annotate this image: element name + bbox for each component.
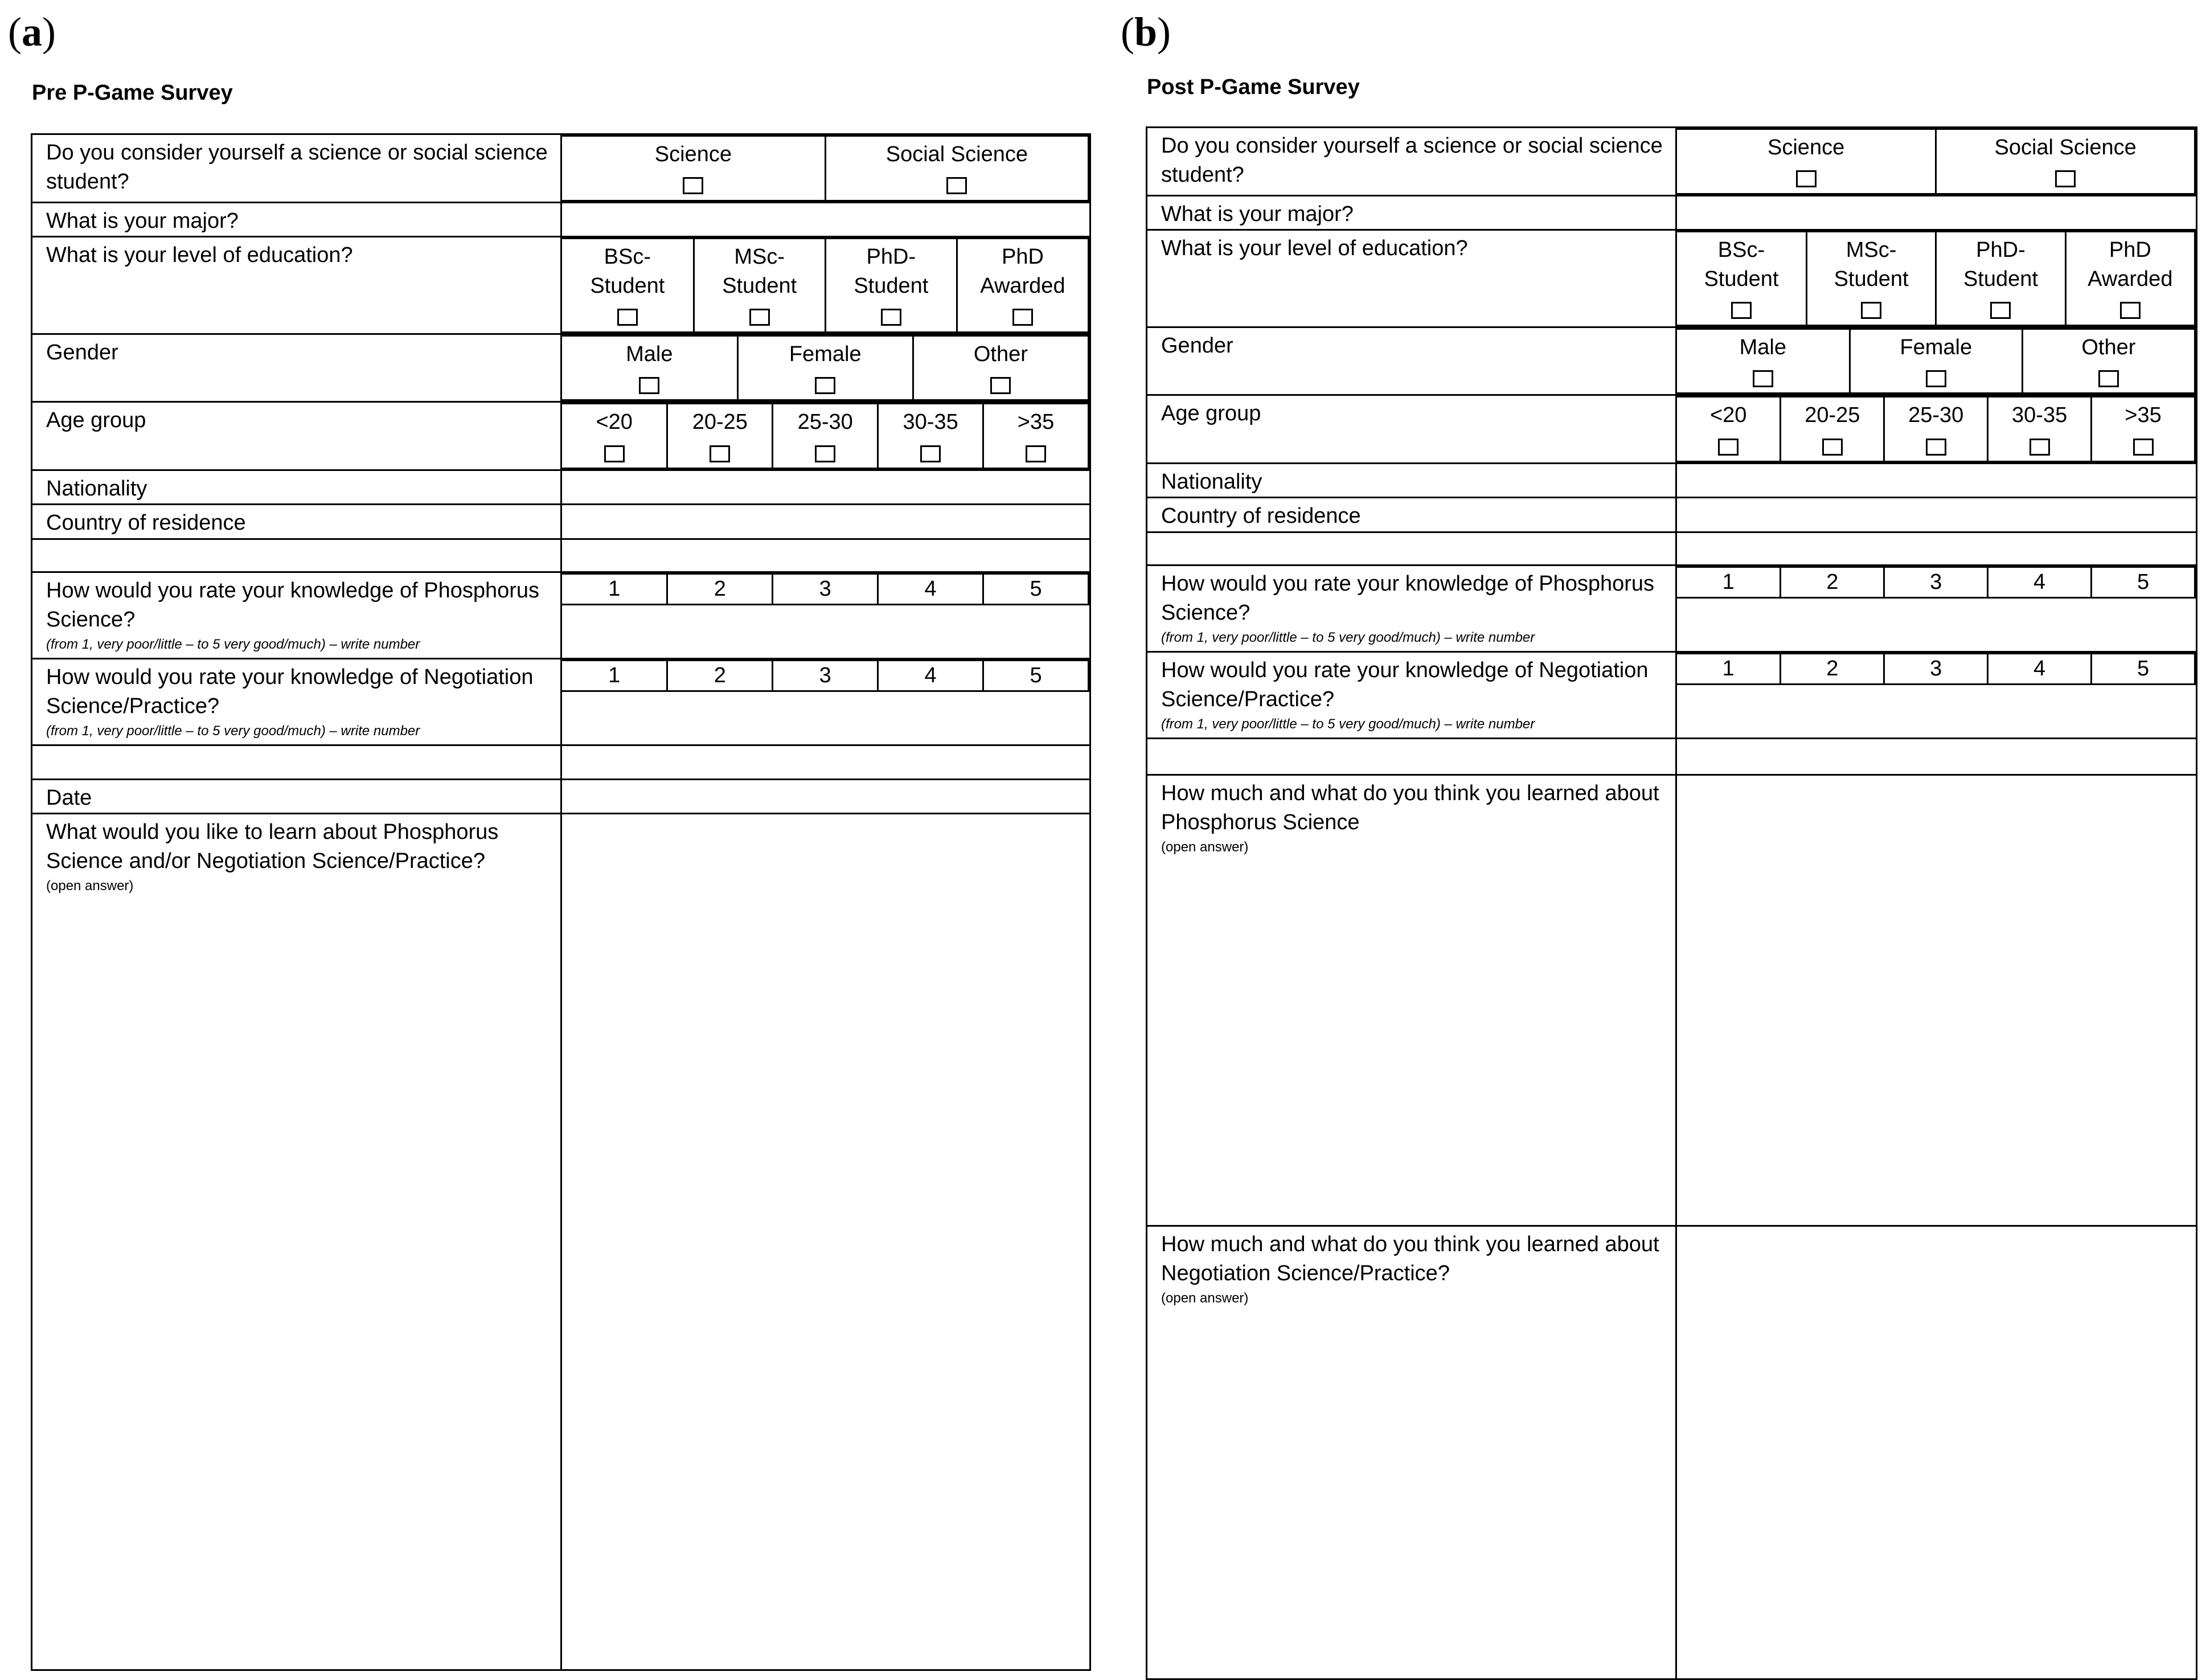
row-phosphorus-rating <box>32 572 1090 658</box>
row-blank <box>32 539 1090 572</box>
checkbox-female[interactable] <box>815 377 835 394</box>
option-msc[interactable]: MSc- Student <box>1806 231 1936 325</box>
answer-residence[interactable] <box>1676 498 2197 532</box>
option-age-20-25[interactable]: 20-25 <box>1781 397 1884 462</box>
rating-2: 2 <box>1781 653 1884 684</box>
option-social-science[interactable]: Social Science <box>825 136 1088 201</box>
option-other[interactable]: Other <box>913 335 1088 400</box>
rating-hint: (from 1, very poor/little – to 5 very good/much) – write number <box>46 723 420 739</box>
option-age-25-30[interactable]: 25-30 <box>1884 397 1988 462</box>
option-bsc[interactable]: BSc- Student <box>562 238 694 332</box>
question-science: Do you consider yourself a science or social science student? <box>32 134 561 203</box>
rating-3: 3 <box>1884 567 1988 597</box>
checkbox-male[interactable] <box>639 377 659 394</box>
question-residence: Country of residence <box>32 505 561 539</box>
panel-letter-b: (b) <box>1121 9 1171 55</box>
answer-major[interactable] <box>561 202 1090 236</box>
survey-title-post: Post P-Game Survey <box>1147 75 1360 99</box>
option-age-over-35[interactable]: >35 <box>983 404 1089 469</box>
survey-title-pre: Pre P-Game Survey <box>32 81 233 105</box>
rating-3: 3 <box>1884 653 1988 684</box>
checkbox-msc[interactable] <box>1861 302 1881 319</box>
option-bsc[interactable]: BSc- Student <box>1677 231 1806 325</box>
row-date <box>32 779 1090 813</box>
option-msc[interactable]: MSc- Student <box>694 238 825 332</box>
open-answer-hint: (open answer) <box>1161 1290 1249 1306</box>
checkbox-age-20-25[interactable] <box>710 445 730 462</box>
rating-4: 4 <box>878 573 983 604</box>
option-female[interactable]: Female <box>1850 329 2022 394</box>
row-science <box>1147 128 2197 196</box>
checkbox-age-30-35[interactable] <box>920 445 941 462</box>
option-phd-student[interactable]: PhD- Student <box>825 238 957 332</box>
open-answer-hint: (open answer) <box>1161 839 1249 855</box>
rating-5: 5 <box>983 660 1089 691</box>
question-education: What is your level of education? <box>1147 230 1676 327</box>
rating-4: 4 <box>1988 653 2092 684</box>
answer-major[interactable] <box>1676 195 2197 230</box>
rating-5: 5 <box>983 573 1089 604</box>
option-age-20-25[interactable]: 20-25 <box>667 404 773 469</box>
checkbox-phd-student[interactable] <box>881 309 901 326</box>
question-gender: Gender <box>32 334 561 402</box>
checkbox-science[interactable] <box>1796 170 1817 187</box>
rating-1: 1 <box>562 660 667 691</box>
rating-2: 2 <box>667 660 773 691</box>
checkbox-other[interactable] <box>990 377 1011 394</box>
checkbox-age-over-35[interactable] <box>1026 445 1046 462</box>
option-science[interactable]: Science <box>1677 129 1936 194</box>
row-education <box>32 236 1090 334</box>
question-negotiation-rating: How would you rate your knowledge of Negotiation Science/Practice? (from 1, very poor/little – to 5 very good/much) – write number <box>32 658 561 745</box>
row-blank <box>1147 532 2197 565</box>
checkbox-bsc[interactable] <box>617 309 638 326</box>
checkbox-age-under-20[interactable] <box>1718 439 1739 456</box>
question-gender: Gender <box>1147 327 1676 395</box>
row-residence <box>32 505 1090 539</box>
checkbox-age-20-25[interactable] <box>1822 439 1843 456</box>
row-negotiation-rating <box>1147 651 2197 738</box>
question-date: Date <box>32 779 561 813</box>
answer-date[interactable] <box>561 779 1090 813</box>
panel-letter-a: (a) <box>8 9 56 55</box>
question-phosphorus-rating: How would you rate your knowledge of Phosphorus Science? (from 1, very poor/little – to 5 very good/much) – write number <box>32 572 561 658</box>
rating-3: 3 <box>773 660 878 691</box>
option-age-30-35[interactable]: 30-35 <box>1988 397 2092 462</box>
option-phd-awarded[interactable]: PhD Awarded <box>2065 231 2195 325</box>
question-residence: Country of residence <box>1147 498 1676 532</box>
option-age-over-35[interactable]: >35 <box>2092 397 2195 462</box>
row-learned-phosphorus <box>1147 775 2197 1226</box>
checkbox-msc[interactable] <box>749 309 770 326</box>
option-age-25-30[interactable]: 25-30 <box>773 404 878 469</box>
post-survey-table <box>1146 126 2197 1680</box>
checkbox-age-25-30[interactable] <box>1926 439 1946 456</box>
rating-5: 5 <box>2092 653 2195 684</box>
checkbox-phd-awarded[interactable] <box>2120 302 2141 319</box>
option-male[interactable]: Male <box>1677 329 1850 394</box>
question-learn: What would you like to learn about Phosphorus Science and/or Negotiation Science/Practice? (open answer) <box>32 813 561 1670</box>
open-answer-hint: (open answer) <box>46 878 134 894</box>
checkbox-social-science[interactable] <box>946 177 967 194</box>
row-negotiation-rating <box>32 658 1090 745</box>
row-science <box>32 134 1090 203</box>
row-age <box>32 402 1090 470</box>
checkbox-male[interactable] <box>1753 370 1773 387</box>
row-learn <box>32 813 1090 1670</box>
question-age: Age group <box>32 402 561 470</box>
rating-hint: (from 1, very poor/little – to 5 very good/much) – write number <box>1161 716 1535 732</box>
checkbox-other[interactable] <box>2098 370 2119 387</box>
answer-learn[interactable] <box>561 813 1090 1670</box>
answer-residence[interactable] <box>561 505 1090 539</box>
question-learned-negotiation: How much and what do you think you learned about Negotiation Science/Practice? (open answer) <box>1147 1226 1676 1679</box>
rating-hint: (from 1, very poor/little – to 5 very good/much) – write number <box>46 637 420 653</box>
checkbox-phd-awarded[interactable] <box>1012 309 1033 326</box>
option-age-under-20[interactable]: <20 <box>1677 397 1781 462</box>
option-age-30-35[interactable]: 30-35 <box>878 404 983 469</box>
checkbox-bsc[interactable] <box>1731 302 1752 319</box>
checkbox-age-over-35[interactable] <box>2133 439 2154 456</box>
rating-hint: (from 1, very poor/little – to 5 very good/much) – write number <box>1161 630 1535 646</box>
answer-learned-negotiation[interactable] <box>1676 1226 2197 1679</box>
row-phosphorus-rating <box>1147 565 2197 651</box>
question-major: What is your major? <box>32 202 561 236</box>
question-nationality: Nationality <box>1147 463 1676 497</box>
row-nationality <box>1147 463 2197 497</box>
rating-1: 1 <box>1677 567 1781 597</box>
question-nationality: Nationality <box>32 470 561 504</box>
rating-1: 1 <box>562 573 667 604</box>
checkbox-social-science[interactable] <box>2055 170 2076 187</box>
option-male[interactable]: Male <box>562 335 737 400</box>
option-social-science[interactable]: Social Science <box>1936 129 2195 194</box>
rating-5: 5 <box>2092 567 2195 597</box>
row-gender <box>32 334 1090 402</box>
rating-2: 2 <box>1781 567 1884 597</box>
row-major <box>1147 195 2197 230</box>
checkbox-female[interactable] <box>1926 370 1946 387</box>
row-gender <box>1147 327 2197 395</box>
option-age-under-20[interactable]: <20 <box>562 404 667 469</box>
checkbox-age-25-30[interactable] <box>815 445 835 462</box>
answer-learned-phosphorus[interactable] <box>1676 775 2197 1226</box>
checkbox-phd-student[interactable] <box>1990 302 2011 319</box>
option-other[interactable]: Other <box>2022 329 2195 394</box>
rating-1: 1 <box>1677 653 1781 684</box>
question-education: What is your level of education? <box>32 236 561 334</box>
row-learned-negotiation <box>1147 1226 2197 1679</box>
answer-nationality[interactable] <box>1676 463 2197 497</box>
checkbox-age-under-20[interactable] <box>604 445 625 462</box>
rating-2: 2 <box>667 573 773 604</box>
row-blank <box>1147 738 2197 775</box>
question-major: What is your major? <box>1147 195 1676 230</box>
row-residence <box>1147 498 2197 532</box>
option-phd-awarded[interactable]: PhD Awarded <box>957 238 1088 332</box>
question-age: Age group <box>1147 395 1676 464</box>
row-major <box>32 202 1090 236</box>
question-negotiation-rating: How would you rate your knowledge of Negotiation Science/Practice? (from 1, very poor/little – to 5 very good/much) – write number <box>1147 651 1676 738</box>
rating-3: 3 <box>773 573 878 604</box>
checkbox-age-30-35[interactable] <box>2029 439 2050 456</box>
row-blank <box>32 745 1090 779</box>
option-female[interactable]: Female <box>737 335 913 400</box>
question-learned-phosphorus: How much and what do you think you learned about Phosphorus Science (open answer) <box>1147 775 1676 1226</box>
pre-survey-table <box>31 133 1091 1671</box>
option-phd-student[interactable]: PhD- Student <box>1936 231 2065 325</box>
question-science: Do you consider yourself a science or social science student? <box>1147 128 1676 196</box>
row-education <box>1147 230 2197 327</box>
checkbox-science[interactable] <box>683 177 703 194</box>
row-nationality <box>32 470 1090 504</box>
row-age <box>1147 395 2197 464</box>
rating-4: 4 <box>878 660 983 691</box>
answer-nationality[interactable] <box>561 470 1090 504</box>
rating-4: 4 <box>1988 567 2092 597</box>
question-phosphorus-rating: How would you rate your knowledge of Phosphorus Science? (from 1, very poor/little – to 5 very good/much) – write number <box>1147 565 1676 651</box>
option-science[interactable]: Science <box>562 136 825 201</box>
